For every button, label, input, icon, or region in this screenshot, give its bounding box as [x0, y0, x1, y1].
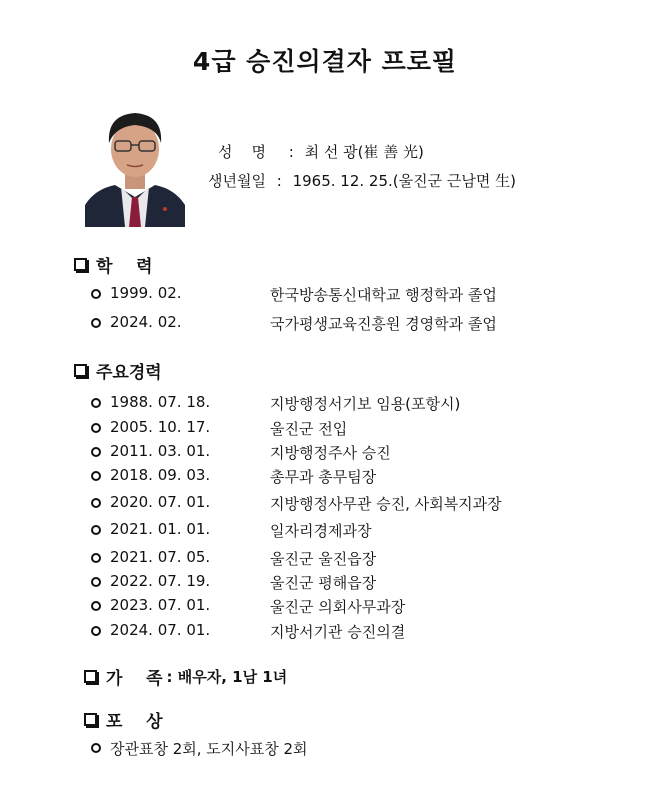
entry-description: 지방행정서기보 임용(포항시)	[270, 395, 461, 413]
name-value: 최 선 광(崔 善 光)	[304, 143, 424, 161]
circle-bullet-icon	[91, 423, 101, 433]
entry-date: 2024. 02.	[110, 313, 182, 331]
checkbox-icon	[74, 258, 87, 271]
birth-value: 1965. 12. 25.(울진군 근남면 生)	[292, 172, 516, 190]
checkbox-icon	[84, 713, 97, 726]
entry-description: 장관표창 2회, 도지사표창 2회	[110, 740, 308, 758]
entry-date: 2005. 10. 17.	[110, 418, 211, 436]
circle-bullet-icon	[91, 626, 101, 636]
entry-date: 2021. 07. 05.	[110, 548, 211, 566]
birth-row	[208, 170, 516, 191]
entry-date: 2020. 07. 01.	[110, 493, 211, 511]
name-row	[218, 141, 424, 162]
entry-description: 울진군 의회사무과장	[270, 598, 406, 616]
family-heading	[84, 664, 287, 689]
circle-bullet-icon	[91, 447, 101, 457]
awards-heading	[84, 707, 163, 732]
entry-date: 2022. 07. 19.	[110, 572, 211, 590]
circle-bullet-icon	[91, 577, 101, 587]
entry-date: 1988. 07. 18.	[110, 393, 211, 411]
awards-heading-label: 포 상	[106, 712, 163, 732]
circle-bullet-icon	[91, 553, 101, 563]
circle-bullet-icon	[91, 743, 101, 753]
entry-description: 총무과 총무팀장	[270, 468, 377, 486]
circle-bullet-icon	[91, 498, 101, 508]
entry-description: 지방행정사무관 승진, 사회복지과장	[270, 495, 502, 513]
entry-description: 울진군 전입	[270, 420, 348, 438]
entry-description: 지방행정주사 승진	[270, 444, 391, 462]
circle-bullet-icon	[91, 471, 101, 481]
entry-description: 울진군 평해읍장	[270, 574, 377, 592]
career-heading	[74, 358, 162, 383]
entry-description: 국가평생교육진흥원 경영학과 졸업	[270, 315, 497, 333]
birth-separator: :	[276, 172, 282, 190]
profile-photo	[85, 97, 185, 227]
entry-date: 2018. 09. 03.	[110, 466, 211, 484]
page-title: 4급 승진의결자 프로필	[192, 47, 458, 76]
circle-bullet-icon	[91, 601, 101, 611]
birth-label: 생년월일	[208, 172, 266, 190]
circle-bullet-icon	[91, 398, 101, 408]
education-heading-label: 학 력	[96, 257, 153, 277]
circle-bullet-icon	[91, 318, 101, 328]
family-value: : 배우자, 1남 1녀	[166, 668, 288, 686]
entry-date: 2024. 07. 01.	[110, 621, 211, 639]
entry-description: 한국방송통신대학교 행정학과 졸업	[270, 286, 497, 304]
entry-date: 2021. 01. 01.	[110, 520, 211, 538]
family-heading-label: 가 족	[106, 669, 163, 689]
entry-description: 울진군 울진읍장	[270, 550, 377, 568]
entry-description: 일자리경제과장	[270, 522, 372, 540]
career-heading-label: 주요경력	[96, 363, 162, 383]
entry-description: 지방서기관 승진의결	[270, 623, 406, 641]
circle-bullet-icon	[91, 525, 101, 535]
circle-bullet-icon	[91, 289, 101, 299]
entry-date: 1999. 02.	[110, 284, 182, 302]
name-label: 성 명	[218, 143, 267, 161]
education-heading	[74, 252, 153, 277]
checkbox-icon	[84, 670, 97, 683]
checkbox-icon	[74, 364, 87, 377]
entry-date: 2011. 03. 01.	[110, 442, 211, 460]
name-separator: :	[288, 143, 294, 161]
entry-date: 2023. 07. 01.	[110, 596, 211, 614]
